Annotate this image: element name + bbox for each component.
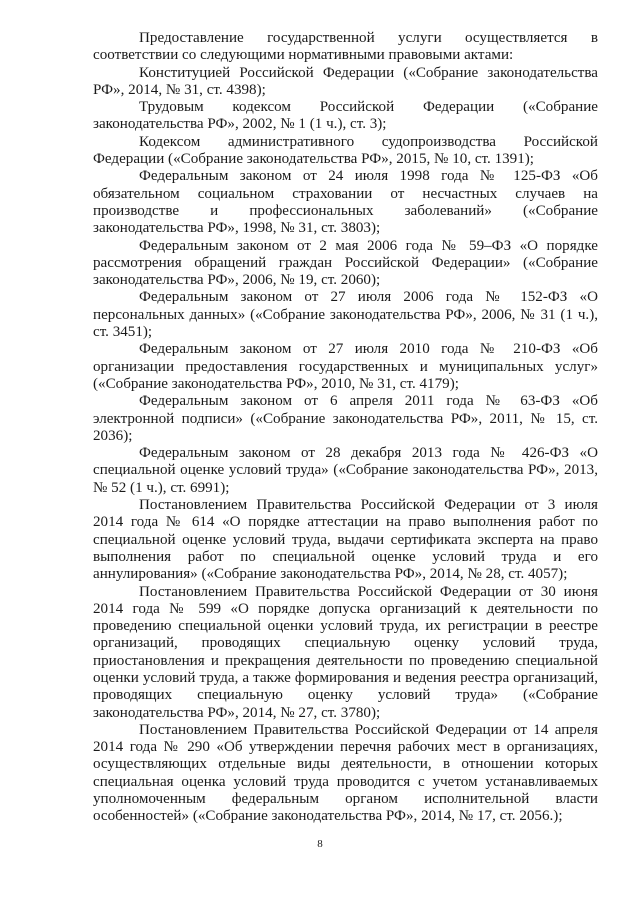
paragraph-intro: Предоставление государственной услуги осуществляется в соответствии со следующими нормативными правовыми актами: bbox=[93, 30, 598, 64]
paragraph-law-63: Федеральным законом от 6 апреля 2011 года № 63-ФЗ «Об электронной подписи» («Собрание законодательства РФ», 2011, № 15, ст. 2036); bbox=[93, 393, 598, 444]
paragraph-law-125: Федеральным законом от 24 июля 1998 года № 125-ФЗ «Об обязательном социальном страховании от несчастных случаев на производстве и профессиональных заболеваний» («Собрание законодательства РФ», 1998, № 31, ст. 3803); bbox=[93, 168, 598, 237]
paragraph-decree-599: Постановлением Правительства Российской Федерации от 30 июня 2014 года № 599 «О порядке допуска организаций к деятельности по проведению специальной оценки условий труда, их регистрации в реестре организаций, проводящих специальную оценку условий труда, приостановления и прекращения деятельности по проведению специальной оценки условий труда, а также формирования и ведения реестра организаций, проводящих специальную оценку условий труда» («Собрание законодательства РФ», 2014, № 27, ст. 3780); bbox=[93, 583, 598, 721]
paragraph-decree-290: Постановлением Правительства Российской Федерации от 14 апреля 2014 года № 290 «Об утверждении перечня рабочих мест в организациях, осуществляющих отдельные виды деятельности, в отношении которых специальная оценка условий труда проводится с учетом устанавливаемых уполномоченным федеральным органом исполнительной власти особенностей» («Собрание законодательства РФ», 2014, № 17, ст. 2056.); bbox=[93, 721, 598, 825]
paragraph-law-152: Федеральным законом от 27 июля 2006 года № 152-ФЗ «О персональных данных» («Собрание законодательства РФ», 2006, № 31 (1 ч.), ст. 3451); bbox=[93, 289, 598, 341]
paragraph-labor-code: Трудовым кодексом Российской Федерации («Собрание законодательства РФ», 2002, № 1 (1 ч.), ст. 3); bbox=[93, 99, 598, 133]
paragraph-law-59: Федеральным законом от 2 мая 2006 года № 59–ФЗ «О порядке рассмотрения обращений граждан Российской Федерации» («Собрание законодательства РФ», 2006, № 19, ст. 2060); bbox=[93, 237, 598, 289]
paragraph-decree-614: Постановлением Правительства Российской Федерации от 3 июля 2014 года № 614 «О порядке аттестации на право выполнения работ по специальной оценке условий труда, выдачи сертификата эксперта на право выполнения работ по специальной оценке условий труда и его аннулирования» («Собрание законодательства РФ», 2014, № 28, ст. 4057); bbox=[93, 497, 598, 583]
paragraph-admin-procedure-code: Кодексом административного судопроизводства Российской Федерации («Собрание законодательства РФ», 2015, № 10, ст. 1391); bbox=[93, 133, 598, 168]
document-body bbox=[93, 30, 598, 826]
paragraph-law-426: Федеральным законом от 28 декабря 2013 года № 426-ФЗ «О специальной оценке условий труда» («Собрание законодательства РФ», 2013, № 52 (1 ч.), ст. 6991); bbox=[93, 445, 598, 496]
page-number: 8 bbox=[317, 838, 323, 850]
paragraph-constitution: Конституцией Российской Федерации («Собрание законодательства РФ», 2014, № 31, ст. 4398); bbox=[93, 64, 598, 98]
paragraph-law-210: Федеральным законом от 27 июля 2010 года № 210-ФЗ «Об организации предоставления государственных и муниципальных услуг» («Собрание законодательства РФ», 2010, № 31, ст. 4179); bbox=[93, 341, 598, 392]
